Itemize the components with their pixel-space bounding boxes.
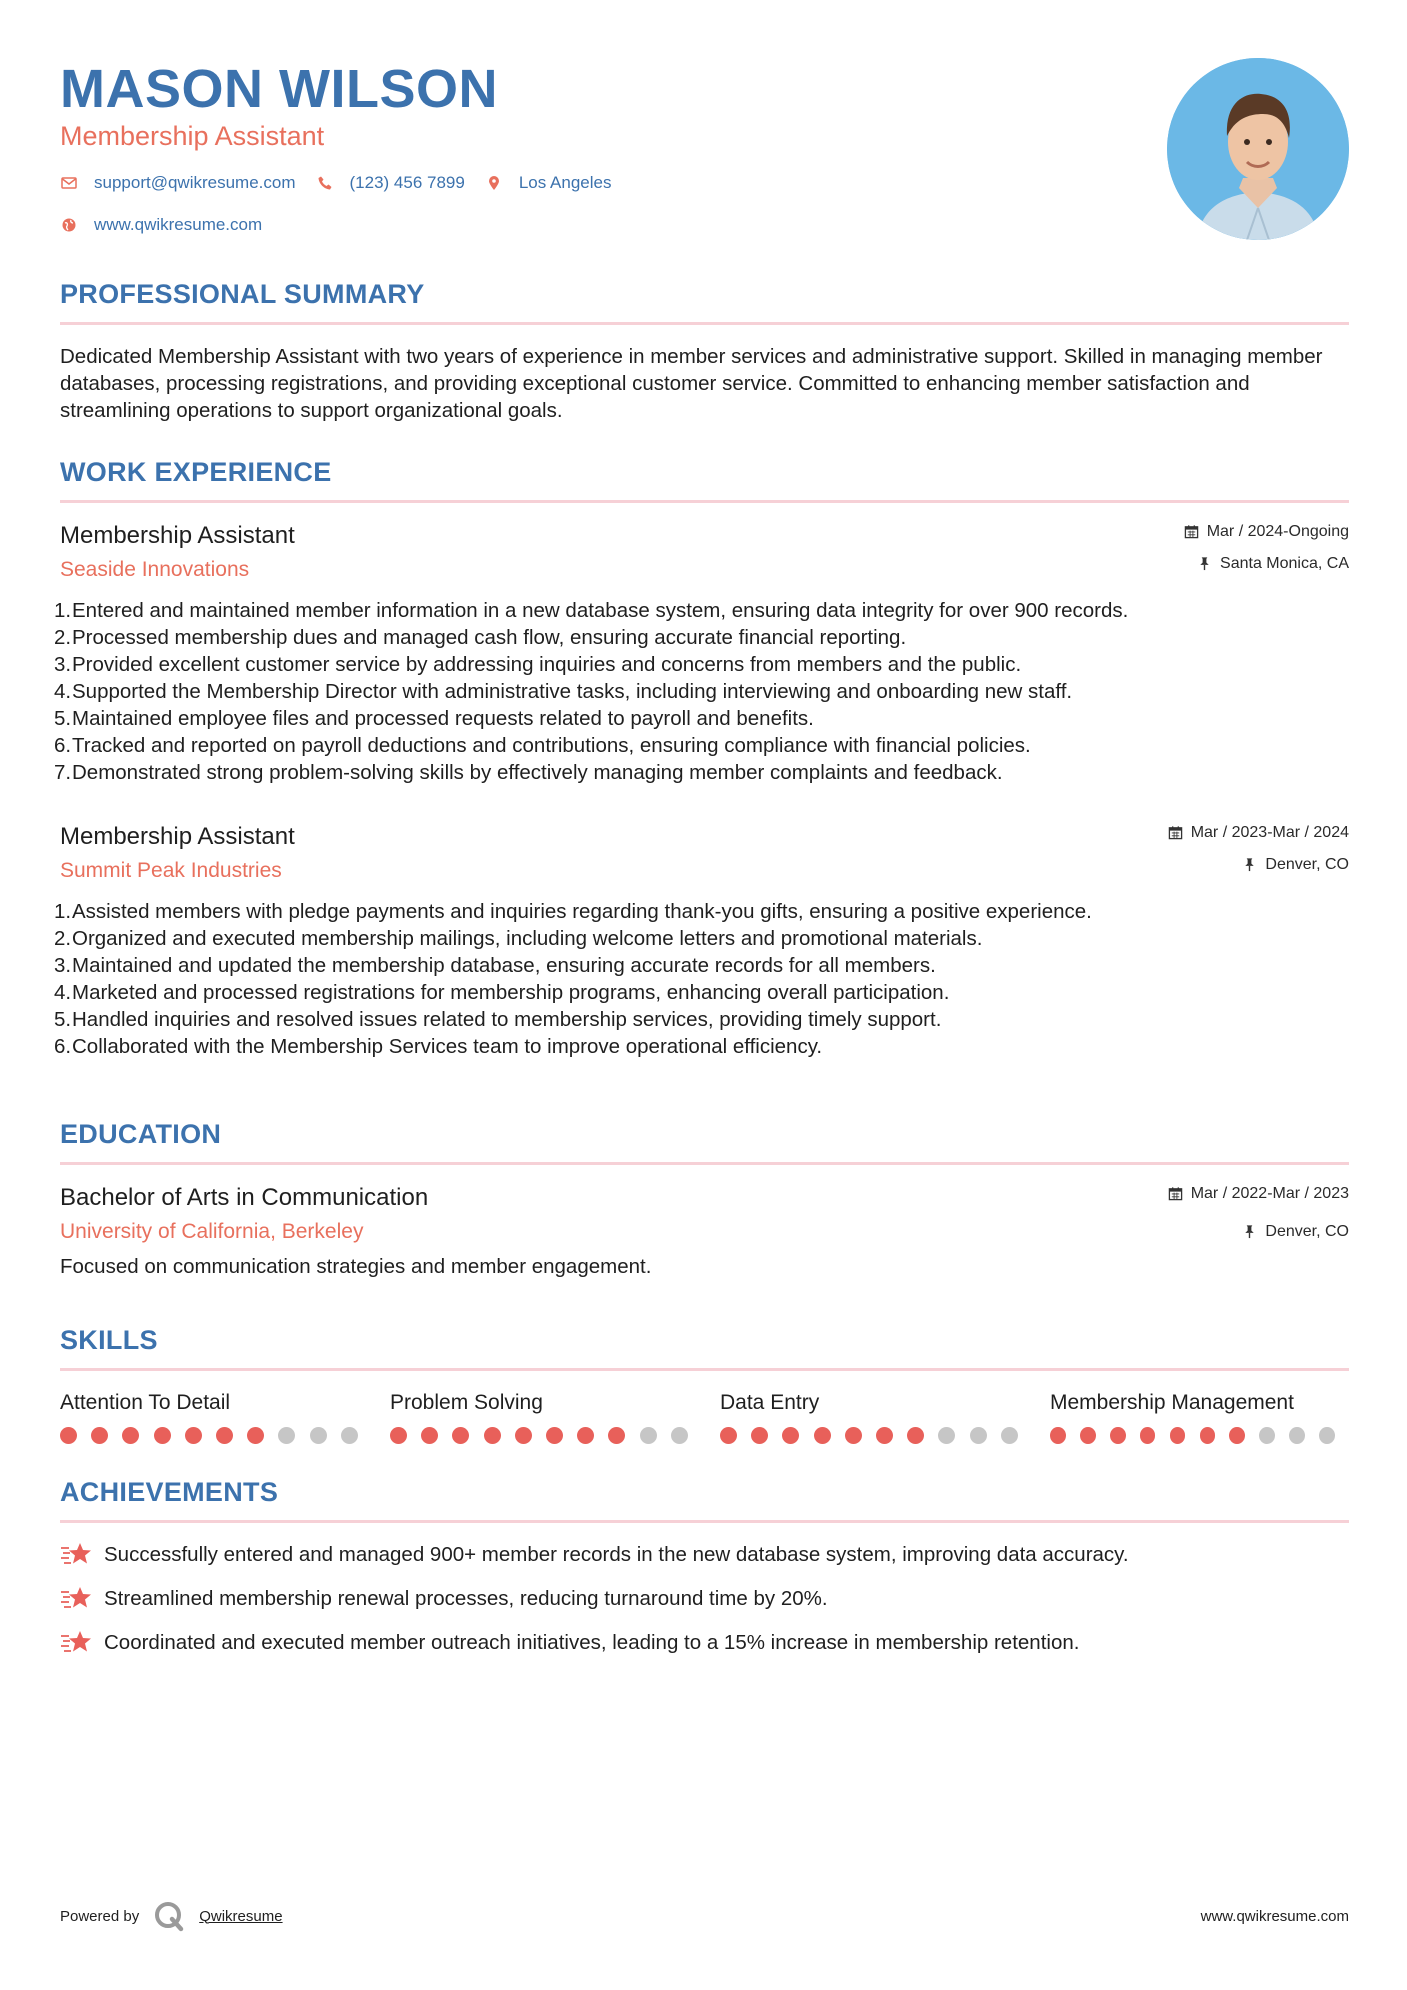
job-meta [1168, 822, 1349, 876]
job-location-text: Santa Monica, CA [1220, 555, 1349, 572]
calendar-icon [1168, 1186, 1184, 1202]
rating-dot-empty [1259, 1427, 1275, 1444]
section-heading: EDUCATION [60, 1119, 222, 1149]
summary-section [60, 278, 1349, 424]
rating-dot-empty [640, 1427, 657, 1444]
list-item: 4. Marketed and processed registrations for membership programs, enhancing overall participation. [54, 981, 950, 1004]
achievements-section [60, 1476, 1349, 1657]
skill-item [720, 1389, 1050, 1444]
map-pin-icon [485, 174, 503, 192]
rating-dot-empty [310, 1427, 327, 1444]
job-role: Membership Assistant [60, 522, 295, 549]
section-heading: ACHIEVEMENTS [60, 1477, 279, 1507]
skill-item [1050, 1389, 1349, 1444]
list-item: 4. Supported the Membership Director with administrative tasks, including interviewing and onboarding new staff. [54, 680, 1073, 703]
section-divider [60, 1368, 1349, 1371]
rating-dot-filled [1170, 1427, 1186, 1444]
job-bullets [54, 597, 1349, 786]
calendar-icon [1184, 524, 1200, 540]
skills-list [60, 1389, 1349, 1444]
qwikresume-logo-icon [153, 1900, 185, 1932]
education-section [60, 1118, 1349, 1280]
email-item[interactable] [60, 173, 296, 193]
job-company: Summit Peak Industries [60, 859, 282, 882]
candidate-name: MASON WILSON [60, 59, 498, 119]
powered-by-label: Powered by [60, 1907, 140, 1925]
list-item: 3. Provided excellent customer service by addressing inquiries and concerns from members and the public. [54, 653, 1022, 676]
rating-dot-empty [970, 1427, 987, 1444]
skill-name: Attention To Detail [60, 1391, 231, 1414]
section-heading: WORK EXPERIENCE [60, 457, 332, 487]
rating-dot-filled [154, 1427, 171, 1444]
skill-item [390, 1389, 720, 1444]
section-heading: PROFESSIONAL SUMMARY [60, 279, 425, 309]
rating-dot-filled [1229, 1427, 1245, 1444]
job-dates [1168, 822, 1349, 844]
education-location-text: Denver, CO [1265, 1223, 1349, 1240]
job-bullets [54, 898, 1349, 1060]
achievements-list [60, 1539, 1349, 1657]
rating-dot-filled [390, 1427, 407, 1444]
rating-dot-filled [608, 1427, 625, 1444]
education-description: Focused on communication strategies and member engagement. [60, 1255, 652, 1278]
list-item: 2. Organized and executed membership mailings, including welcome letters and promotional materials. [54, 927, 983, 950]
skill-name: Data Entry [720, 1391, 820, 1414]
website-item[interactable] [60, 215, 262, 235]
job-location-text: Denver, CO [1265, 856, 1349, 873]
rating-dot-filled [484, 1427, 501, 1444]
education-entry [60, 1183, 1349, 1280]
rating-dot-filled [814, 1427, 831, 1444]
skill-name: Problem Solving [390, 1391, 543, 1414]
phone-text[interactable]: (123) 456 7899 [349, 173, 465, 192]
skill-rating [720, 1427, 1050, 1444]
achievement-text: Streamlined membership renewal processes, reducing turnaround time by 20%. [104, 1586, 828, 1610]
rating-dot-filled [1050, 1427, 1066, 1444]
summary-text: Dedicated Membership Assistant with two years of experience in member services and administrative support. Skilled in managing member databases, processing registrations, and providing exceptional customer service. Committed to enhancing member satisfaction and streamlining operations to support organizational goals. [60, 345, 1323, 422]
rating-dot-filled [122, 1427, 139, 1444]
list-item: 6. Collaborated with the Membership Services team to improve operational efficiency. [54, 1035, 823, 1058]
job-entry [54, 521, 1349, 786]
education-meta [1168, 1183, 1349, 1243]
skill-rating [390, 1427, 720, 1444]
contact-info [60, 170, 1349, 238]
rating-dot-filled [907, 1427, 924, 1444]
rating-dot-empty [341, 1427, 358, 1444]
shooting-star-icon [60, 1628, 94, 1656]
degree-name: Bachelor of Arts in Communication [60, 1184, 429, 1211]
shooting-star-icon [60, 1540, 94, 1568]
rating-dot-filled [751, 1427, 768, 1444]
list-item: 1. Assisted members with pledge payments and inquiries regarding thank-you gifts, ensuring a positive experience. [54, 900, 1092, 923]
shooting-star-icon [60, 1584, 94, 1612]
rating-dot-empty [278, 1427, 295, 1444]
list-item: 2. Processed membership dues and managed cash flow, ensuring accurate financial reporting. [54, 626, 907, 649]
location-item [485, 173, 612, 193]
education-location [1168, 1221, 1349, 1243]
globe-icon [60, 216, 78, 234]
job-company: Seaside Innovations [60, 558, 250, 581]
job-dates [1184, 521, 1349, 543]
rating-dot-filled [452, 1427, 469, 1444]
rating-dot-filled [1110, 1427, 1126, 1444]
achievement-item [60, 1539, 1349, 1569]
rating-dot-filled [247, 1427, 264, 1444]
achievement-item [60, 1583, 1349, 1613]
rating-dot-empty [1001, 1427, 1018, 1444]
job-location [1168, 854, 1349, 876]
rating-dot-filled [91, 1427, 108, 1444]
skill-rating [60, 1427, 390, 1444]
skills-section [60, 1324, 1349, 1444]
powered-by [60, 1900, 283, 1932]
rating-dot-filled [782, 1427, 799, 1444]
achievement-text: Coordinated and executed member outreach initiatives, leading to a 15% increase in membership retention. [104, 1630, 1080, 1654]
education-dates-text: Mar / 2022-Mar / 2023 [1190, 1185, 1349, 1202]
job-role: Membership Assistant [60, 823, 295, 850]
job-location [1184, 553, 1349, 575]
list-item: 7. Demonstrated strong problem-solving skills by effectively managing member complaints and feedback. [54, 761, 1003, 784]
pushpin-icon [1242, 857, 1258, 873]
rating-dot-filled [577, 1427, 594, 1444]
page-footer [60, 1896, 1349, 1936]
skill-rating [1050, 1427, 1349, 1444]
website-link[interactable]: www.qwikresume.com [94, 215, 263, 234]
rating-dot-filled [1200, 1427, 1216, 1444]
contact-row [60, 212, 1349, 238]
location-text: Los Angeles [518, 173, 612, 192]
job-header [60, 822, 1349, 888]
section-divider [60, 500, 1349, 503]
job-meta [1184, 521, 1349, 575]
job-dates-text: Mar / 2024-Ongoing [1206, 523, 1349, 540]
education-header [60, 1183, 1349, 1249]
phone-icon [316, 174, 334, 192]
rating-dot-filled [720, 1427, 737, 1444]
rating-dot-filled [845, 1427, 862, 1444]
section-divider [60, 1162, 1349, 1165]
rating-dot-filled [60, 1427, 77, 1444]
school-name: University of California, Berkeley [60, 1220, 364, 1243]
rating-dot-filled [876, 1427, 893, 1444]
calendar-icon [1168, 825, 1184, 841]
rating-dot-filled [1140, 1427, 1156, 1444]
contact-row [60, 170, 1349, 196]
pushpin-icon [1242, 1224, 1258, 1240]
list-item: 5. Handled inquiries and resolved issues related to membership services, providing timely support. [54, 1008, 942, 1031]
education-dates [1168, 1183, 1349, 1205]
job-dates-text: Mar / 2023-Mar / 2024 [1190, 824, 1349, 841]
job-entry [54, 822, 1349, 1060]
rating-dot-filled [421, 1427, 438, 1444]
qwikresume-link[interactable]: Qwikresume [199, 1907, 283, 1925]
rating-dot-filled [1080, 1427, 1096, 1444]
list-item: 6. Tracked and reported on payroll deductions and contributions, ensuring compliance with financial policies. [54, 734, 1031, 757]
pushpin-icon [1197, 556, 1213, 572]
candidate-title: Membership Assistant [60, 121, 325, 151]
rating-dot-filled [515, 1427, 532, 1444]
section-divider [60, 1520, 1349, 1523]
rating-dot-filled [546, 1427, 563, 1444]
job-header [60, 521, 1349, 587]
section-heading: SKILLS [60, 1325, 158, 1355]
skill-item [60, 1389, 390, 1444]
achievement-text: Successfully entered and managed 900+ member records in the new database system, improving data accuracy. [104, 1542, 1129, 1566]
envelope-icon [60, 174, 78, 192]
email-link[interactable]: support@qwikresume.com [94, 173, 296, 192]
rating-dot-empty [671, 1427, 688, 1444]
list-item: 5. Maintained employee files and processed requests related to payroll and benefits. [54, 707, 814, 730]
experience-section [54, 456, 1349, 1060]
rating-dot-filled [185, 1427, 202, 1444]
list-item: 1. Entered and maintained member information in a new database system, ensuring data integrity for over 900 records. [54, 599, 1129, 622]
rating-dot-empty [1289, 1427, 1305, 1444]
rating-dot-filled [216, 1427, 233, 1444]
footer-website[interactable]: www.qwikresume.com [1200, 1907, 1349, 1925]
rating-dot-empty [938, 1427, 955, 1444]
section-divider [60, 322, 1349, 325]
list-item: 3. Maintained and updated the membership database, ensuring accurate records for all members. [54, 954, 936, 977]
rating-dot-empty [1319, 1427, 1335, 1444]
phone-item[interactable] [316, 173, 465, 193]
skill-name: Membership Management [1050, 1391, 1294, 1414]
achievement-item [60, 1627, 1349, 1657]
